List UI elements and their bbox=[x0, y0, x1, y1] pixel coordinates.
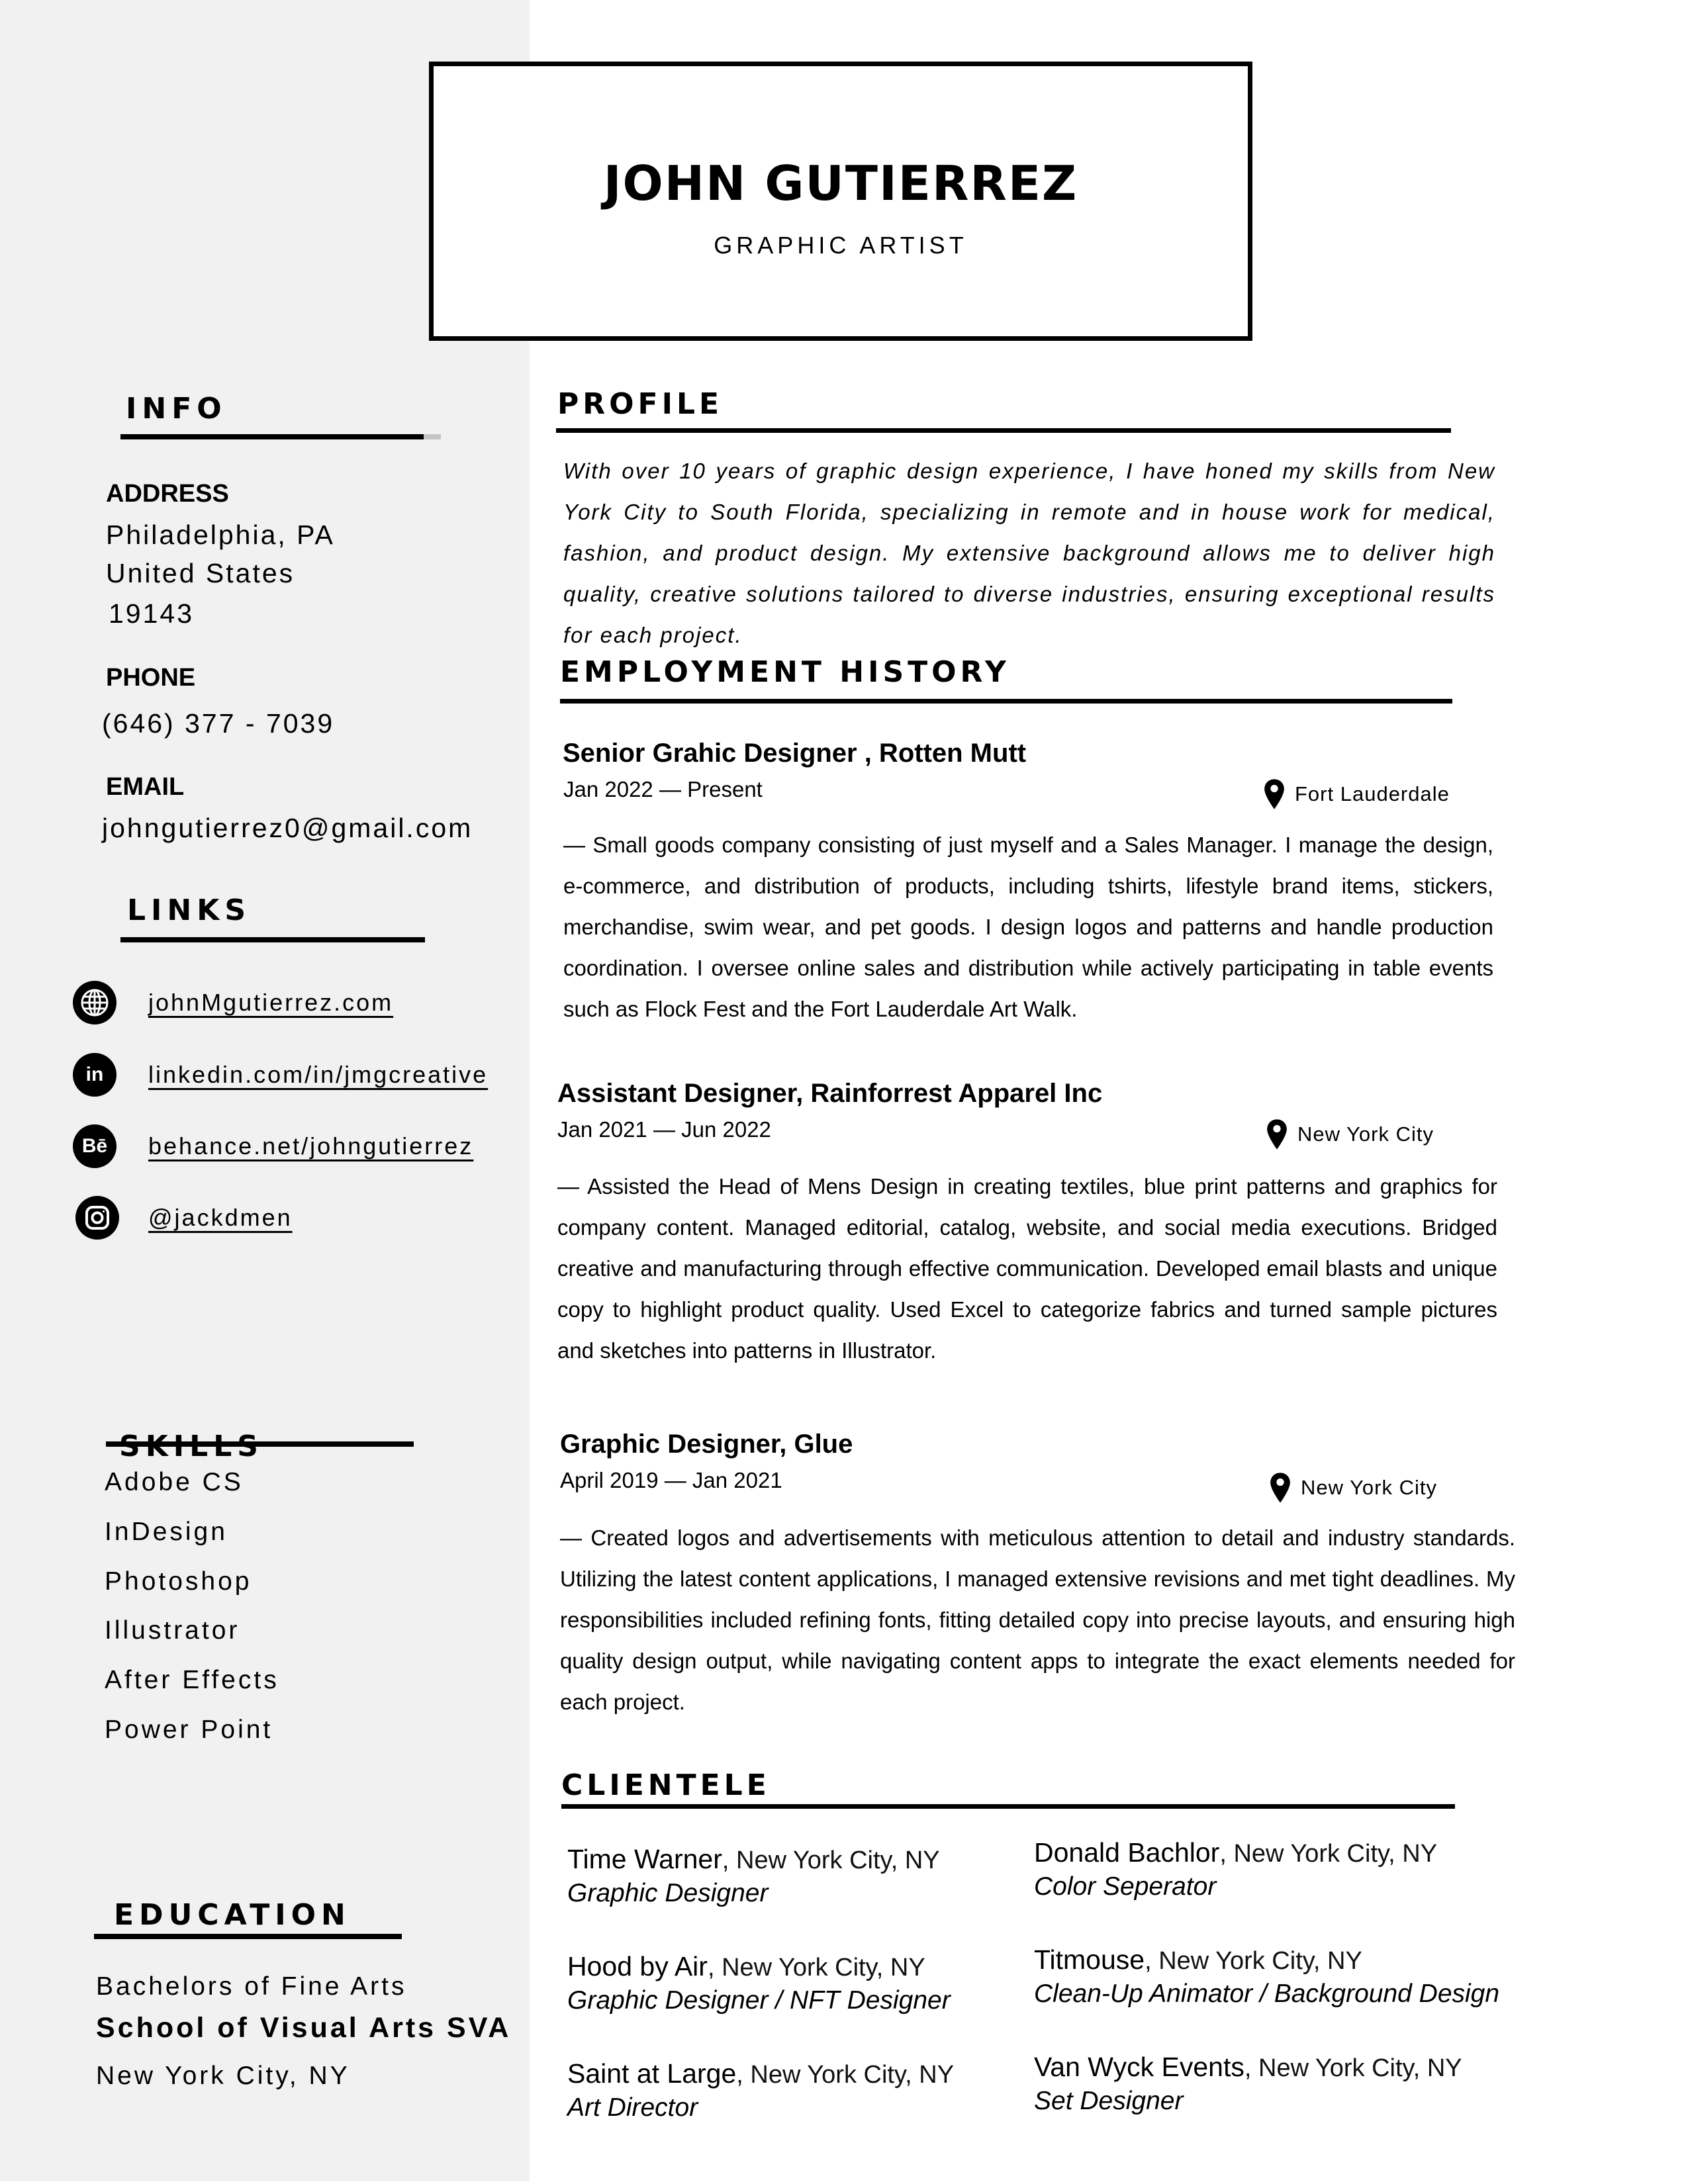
link-linkedin[interactable] bbox=[73, 1048, 488, 1101]
job-location-text: Fort Lauderdale bbox=[1295, 782, 1450, 805]
education-rule bbox=[94, 1934, 402, 1939]
phone-value: (646) 377 - 7039 bbox=[102, 708, 335, 739]
behance-link[interactable]: behance.net/johngutierrez bbox=[148, 1132, 474, 1160]
links-heading: LINKS bbox=[127, 893, 252, 927]
client-entry: Van Wyck Events, New York City, NY Set Designer bbox=[1034, 2052, 1462, 2115]
skill-item: InDesign bbox=[105, 1518, 228, 1546]
job-location-text: New York City bbox=[1297, 1122, 1434, 1146]
link-instagram[interactable] bbox=[75, 1191, 293, 1244]
job-description: — Small goods company consisting of just myself and a Sales Manager. I manage the design, e-commerce, and distribution of products, including tshirts, lifestyle brand items, stickers, merchandise, swim wear, and pet goods. I design logos and patterns and handle production coordination. I oversee online sales and distribution while actively participating in table events such as Flock Fest and the Fort Lauderdale Art Walk. bbox=[563, 833, 1493, 1021]
skill-item: After Effects bbox=[105, 1666, 279, 1694]
job-location-text: New York City bbox=[1301, 1476, 1437, 1499]
location-pin-icon bbox=[1263, 778, 1286, 810]
job-description: — Created logos and advertisements with meticulous attention to detail and industry standards. Utilizing the latest content applications, I managed extensive revisions and met tight deadlines. My responsibilities included refining fonts, fitting detailed copy into precise layouts, and ensuring high quality design output, while navigating content apps to integrate the exact elements needed for each project. bbox=[560, 1525, 1515, 1714]
behance-icon: Bē bbox=[73, 1124, 117, 1168]
client-company: Time Warner bbox=[567, 1844, 722, 1874]
client-company: Hood by Air bbox=[567, 1951, 708, 1981]
client-role: Art Director bbox=[567, 2093, 698, 2122]
skill-item: Illustrator bbox=[105, 1616, 240, 1645]
client-city: New York City, NY bbox=[750, 2061, 955, 2089]
info-heading: INFO bbox=[126, 392, 227, 426]
name-header-box bbox=[429, 62, 1252, 341]
employment-rule bbox=[560, 699, 1452, 704]
linkedin-icon: in bbox=[73, 1053, 117, 1097]
job-dates: Jan 2021 — Jun 2022 bbox=[557, 1117, 771, 1142]
skill-item: Power Point bbox=[105, 1715, 273, 1744]
client-role: Clean-Up Animator / Background Design bbox=[1034, 1979, 1500, 2008]
client-city: New York City, NY bbox=[1158, 1947, 1362, 1975]
linkedin-link[interactable]: linkedin.com/in/jmgcreative bbox=[148, 1061, 489, 1088]
job-title: Graphic Designer, Glue bbox=[560, 1430, 853, 1459]
client-city: New York City, NY bbox=[736, 1846, 940, 1874]
education-degree: Bachelors of Fine Arts bbox=[96, 1972, 407, 2001]
location-pin-icon bbox=[1269, 1472, 1291, 1504]
clientele-heading: CLIENTELE bbox=[561, 1768, 771, 1802]
profile-text: With over 10 years of graphic design experience, I have honed my skills from New York City to South Florida, specializing in remote and in house work for medical, fashion, and product design. My extensive background allows me to deliver high quality, creative solutions tailored to diverse industries, ensuring exceptional results for each project. bbox=[563, 459, 1495, 647]
client-entry: Hood by Air, New York City, NY Graphic Designer / NFT Designer bbox=[567, 1951, 951, 2015]
client-role: Color Seperator bbox=[1034, 1872, 1217, 1901]
client-company: Saint at Large bbox=[567, 2058, 737, 2089]
email-label: EMAIL bbox=[106, 773, 185, 801]
globe-icon bbox=[73, 981, 117, 1024]
instagram-icon bbox=[75, 1196, 119, 1240]
job-description: — Assisted the Head of Mens Design in creating textiles, blue print patterns and graphics for company content. Managed editorial, catalog, website, and social media executions. Bridged creative and manufacturing through effective communication. Developed email blasts and unique copy to highlight product quality. Used Excel to categorize fabrics and turned sample pictures and sketches into patterns in Illustrator. bbox=[557, 1174, 1497, 1363]
job-title: Senior Grahic Designer , Rotten Mutt bbox=[563, 739, 1027, 768]
client-city: New York City, NY bbox=[1258, 2054, 1462, 2082]
profile-heading: PROFILE bbox=[557, 387, 724, 421]
client-entry: Titmouse, New York City, NY Clean-Up Animator / Background Design bbox=[1034, 1944, 1500, 2008]
phone-label: PHONE bbox=[106, 664, 196, 692]
info-rule-tail bbox=[424, 434, 441, 439]
profile-rule bbox=[556, 428, 1451, 433]
client-role: Set Designer bbox=[1034, 2087, 1184, 2115]
employment-heading: EMPLOYMENT HISTORY bbox=[560, 655, 1010, 689]
job-dates: Jan 2022 — Present bbox=[563, 777, 763, 801]
job-location bbox=[1269, 1472, 1437, 1504]
job-location bbox=[1263, 778, 1450, 810]
client-entry: Saint at Large, New York City, NY Art Director bbox=[567, 2058, 955, 2122]
client-company: Van Wyck Events bbox=[1034, 2052, 1244, 2082]
link-website[interactable] bbox=[73, 976, 393, 1029]
job-title: Assistant Designer, Rainforrest Apparel Inc bbox=[557, 1079, 1103, 1108]
job-dates: April 2019 — Jan 2021 bbox=[560, 1468, 782, 1492]
email-value[interactable]: johngutierrez0@gmail.com bbox=[102, 813, 473, 843]
client-city: New York City, NY bbox=[722, 1954, 925, 1981]
client-company: Donald Bachlor bbox=[1034, 1837, 1220, 1868]
address-label: ADDRESS bbox=[106, 480, 229, 508]
address-line-2: United States bbox=[106, 558, 295, 588]
client-role: Graphic Designer / NFT Designer bbox=[567, 1986, 951, 2015]
skills-rule bbox=[106, 1441, 414, 1447]
client-entry: Time Warner, New York City, NY Graphic Designer bbox=[567, 1844, 940, 1907]
education-heading: EDUCATION bbox=[114, 1898, 351, 1932]
website-link[interactable]: johnMgutierrez.com bbox=[148, 989, 394, 1016]
candidate-name: JOHN GUTIERREZ bbox=[603, 156, 1078, 211]
client-role: Graphic Designer bbox=[567, 1879, 769, 1907]
address-line-1: Philadelphia, PA bbox=[106, 520, 335, 550]
address-line-3: 19143 bbox=[109, 598, 195, 629]
education-school: School of Visual Arts SVA bbox=[96, 2012, 512, 2044]
location-pin-icon bbox=[1266, 1118, 1288, 1150]
education-location: New York City, NY bbox=[96, 2062, 350, 2090]
links-rule bbox=[120, 937, 425, 942]
client-company: Titmouse bbox=[1034, 1944, 1145, 1975]
info-rule bbox=[120, 434, 424, 439]
job-location bbox=[1266, 1118, 1434, 1150]
client-city: New York City, NY bbox=[1233, 1840, 1438, 1868]
clientele-rule bbox=[561, 1804, 1455, 1809]
link-behance[interactable] bbox=[73, 1120, 473, 1173]
skill-item: Photoshop bbox=[105, 1567, 252, 1596]
client-entry: Donald Bachlor, New York City, NY Color Seperator bbox=[1034, 1837, 1438, 1901]
instagram-link[interactable]: @jackdmen bbox=[148, 1204, 293, 1231]
skill-item: Adobe CS bbox=[105, 1468, 244, 1496]
candidate-title: GRAPHIC ARTIST bbox=[714, 232, 968, 259]
